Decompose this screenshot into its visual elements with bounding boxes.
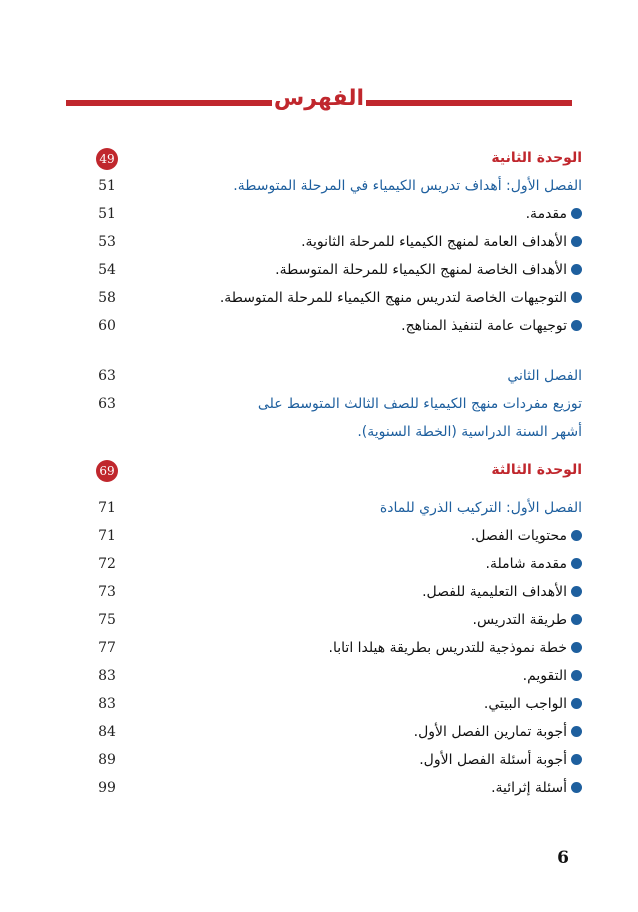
toc-entry-title xyxy=(142,556,582,572)
bullet-icon xyxy=(571,670,582,681)
toc-entry xyxy=(0,288,638,312)
toc-entry xyxy=(0,422,638,446)
toc-header xyxy=(0,88,638,118)
toc-entry xyxy=(0,526,638,550)
toc-page-number: 83 xyxy=(98,668,116,684)
page-number: 6 xyxy=(557,848,569,868)
toc-entry-title xyxy=(142,780,582,796)
bullet-icon xyxy=(571,586,582,597)
toc-entry-label: محتويات الفصل. xyxy=(470,528,567,544)
toc-entry-label: مقدمة شاملة. xyxy=(485,556,567,572)
toc-page-number: 83 xyxy=(98,696,116,712)
toc-entry-title xyxy=(142,752,582,768)
toc-page-number: 60 xyxy=(98,318,116,334)
toc-entry-label: أجوبة أسئلة الفصل الأول. xyxy=(419,752,567,768)
toc-page-number: 71 xyxy=(98,500,116,516)
toc-entry-label: الفصل الثاني xyxy=(507,368,582,384)
toc-entry-title xyxy=(142,206,582,222)
toc-entry xyxy=(0,366,638,390)
toc-page-number: 77 xyxy=(98,640,116,656)
toc-entry-label: التقويم. xyxy=(522,668,567,684)
toc-entry-label: الوحدة الثالثة xyxy=(491,462,582,478)
toc-page-number: 72 xyxy=(98,556,116,572)
toc-entry xyxy=(0,176,638,200)
toc-entry xyxy=(0,460,638,484)
toc-page-number: 51 xyxy=(98,206,116,222)
toc-page-number: 54 xyxy=(98,262,116,278)
bullet-icon xyxy=(571,208,582,219)
toc-entry-title xyxy=(142,696,582,712)
bullet-icon xyxy=(571,726,582,737)
bullet-icon xyxy=(571,264,582,275)
bullet-icon xyxy=(571,698,582,709)
toc-page-number: 89 xyxy=(98,752,116,768)
toc-entry-label: الفصل الأول: التركيب الذري للمادة xyxy=(379,500,582,516)
toc-entry xyxy=(0,666,638,690)
toc-entry-title xyxy=(142,262,582,278)
bullet-icon xyxy=(571,530,582,541)
toc-entry xyxy=(0,638,638,662)
toc-entry-title xyxy=(142,290,582,306)
toc-page-number: 63 xyxy=(98,368,116,384)
toc-entry-label: الفصل الأول: أهداف تدريس الكيمياء في المرحلة المتوسطة. xyxy=(233,178,582,194)
toc-entry-label: طريقة التدريس. xyxy=(472,612,567,628)
toc-entry-label: الأهداف الخاصة لمنهج الكيمياء للمرحلة المتوسطة. xyxy=(275,262,567,278)
toc-page-badge: 49 xyxy=(96,148,118,170)
toc-entry-title xyxy=(142,640,582,656)
toc-entry xyxy=(0,778,638,802)
toc-page-number: 51 xyxy=(98,178,116,194)
bullet-icon xyxy=(571,754,582,765)
header-rule-left xyxy=(66,100,272,106)
toc-entry xyxy=(0,694,638,718)
toc-entry-label: الأهداف التعليمية للفصل. xyxy=(422,584,567,600)
toc-entry-label: توجيهات عامة لتنفيذ المناهج. xyxy=(401,318,567,334)
toc-entry xyxy=(0,316,638,340)
toc-entry xyxy=(0,394,638,418)
bullet-icon xyxy=(571,782,582,793)
bullet-icon xyxy=(571,614,582,625)
toc-entry-label: خطة نموذجية للتدريس بطريقة هيلدا اتابا. xyxy=(328,640,567,656)
toc-entry xyxy=(0,582,638,606)
header-rule-right xyxy=(366,100,572,106)
toc-page-number: 73 xyxy=(98,584,116,600)
toc-entry-title xyxy=(142,500,582,516)
toc-entry xyxy=(0,498,638,522)
toc-entry-label: التوجيهات الخاصة لتدريس منهج الكيمياء للمرحلة المتوسطة. xyxy=(219,290,567,306)
toc-entry-title xyxy=(142,178,582,194)
toc-entry-title xyxy=(142,234,582,250)
bullet-icon xyxy=(571,236,582,247)
toc-page-number: 99 xyxy=(98,780,116,796)
toc-entry xyxy=(0,722,638,746)
page-title: الفهرس xyxy=(273,86,365,111)
toc-entry xyxy=(0,554,638,578)
toc-page-number: 58 xyxy=(98,290,116,306)
toc-page-number: 63 xyxy=(98,396,116,412)
bullet-icon xyxy=(571,292,582,303)
toc-entry-title xyxy=(142,368,582,384)
bullet-icon xyxy=(571,558,582,569)
toc-page-number: 53 xyxy=(98,234,116,250)
toc-entry-title xyxy=(142,396,582,412)
toc-entry-title xyxy=(142,724,582,740)
toc-page-number: 71 xyxy=(98,528,116,544)
toc-entry-label: توزيع مفردات منهج الكيمياء للصف الثالث المتوسط على xyxy=(257,396,582,412)
toc-entry-label: الواجب البيتي. xyxy=(483,696,567,712)
toc-entry-label: أشهر السنة الدراسية (الخطة السنوية). xyxy=(357,424,582,440)
toc-entry xyxy=(0,232,638,256)
toc-entry-label: الوحدة الثانية xyxy=(491,150,582,166)
toc-entry-title xyxy=(142,150,582,166)
toc-entry xyxy=(0,750,638,774)
toc-entry xyxy=(0,260,638,284)
toc-entry-title xyxy=(142,424,582,440)
toc-entry-title xyxy=(142,612,582,628)
toc-entry xyxy=(0,204,638,228)
toc-entry-title xyxy=(142,318,582,334)
bullet-icon xyxy=(571,320,582,331)
toc-page-number: 75 xyxy=(98,612,116,628)
toc-entry-title xyxy=(142,584,582,600)
toc-entry-label: أسئلة إثرائية. xyxy=(491,780,567,796)
toc-entry-title xyxy=(142,668,582,684)
toc-entry-label: الأهداف العامة لمنهج الكيمياء للمرحلة الثانوية. xyxy=(301,234,567,250)
bullet-icon xyxy=(571,642,582,653)
toc-entry-label: مقدمة. xyxy=(525,206,567,222)
toc-entry-title xyxy=(142,462,582,478)
toc-entry xyxy=(0,148,638,172)
toc-page-badge: 69 xyxy=(96,460,118,482)
toc-page-number: 84 xyxy=(98,724,116,740)
toc-entry-label: أجوبة تمارين الفصل الأول. xyxy=(413,724,567,740)
toc-entry xyxy=(0,610,638,634)
toc-entry-title xyxy=(142,528,582,544)
